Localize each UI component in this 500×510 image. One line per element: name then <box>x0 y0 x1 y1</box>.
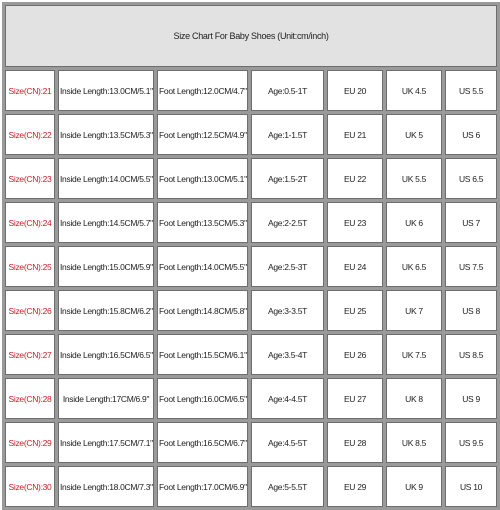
inside-length-cell: Inside Length:15.0CM/5.9" <box>58 246 154 287</box>
size-cn-cell: Size(CN):23 <box>5 158 55 199</box>
us-size-cell: US 8 <box>445 290 497 331</box>
age-cell: Age:3.5-4T <box>251 334 324 375</box>
size-cn-cell: Size(CN):30 <box>5 466 55 507</box>
us-size-cell: US 6 <box>445 114 497 155</box>
age-cell: Age:2-2.5T <box>251 202 324 243</box>
inside-length-cell: Inside Length:13.0CM/5.1" <box>58 70 154 111</box>
eu-size-cell: EU 20 <box>327 70 383 111</box>
eu-size-cell: EU 28 <box>327 422 383 463</box>
table-row <box>5 334 497 375</box>
age-cell: Age:1.5-2T <box>251 158 324 199</box>
foot-length-cell: Foot Length:15.5CM/6.1" <box>157 334 248 375</box>
table-row <box>5 290 497 331</box>
us-size-cell: US 10 <box>445 466 497 507</box>
size-chart <box>2 2 497 492</box>
table-row <box>5 422 497 463</box>
age-cell: Age:1-1.5T <box>251 114 324 155</box>
age-cell: Age:3-3.5T <box>251 290 324 331</box>
us-size-cell: US 7 <box>445 202 497 243</box>
foot-length-cell: Foot Length:17.0CM/6.9" <box>157 466 248 507</box>
inside-length-cell: Inside Length:18.0CM/7.3" <box>58 466 154 507</box>
eu-size-cell: EU 21 <box>327 114 383 155</box>
uk-size-cell: UK 6.5 <box>386 246 442 287</box>
size-cn-cell: Size(CN):22 <box>5 114 55 155</box>
uk-size-cell: UK 7.5 <box>386 334 442 375</box>
table-row <box>5 466 497 507</box>
uk-size-cell: UK 5 <box>386 114 442 155</box>
inside-length-cell: Inside Length:17.5CM/7.1" <box>58 422 154 463</box>
uk-size-cell: UK 8 <box>386 378 442 419</box>
us-size-cell: US 5.5 <box>445 70 497 111</box>
eu-size-cell: EU 26 <box>327 334 383 375</box>
chart-title: Size Chart For Baby Shoes (Unit:cm/inch) <box>5 5 497 67</box>
inside-length-cell: Inside Length:16.5CM/6.5" <box>58 334 154 375</box>
size-cn-cell: Size(CN):25 <box>5 246 55 287</box>
eu-size-cell: EU 22 <box>327 158 383 199</box>
age-cell: Age:5-5.5T <box>251 466 324 507</box>
us-size-cell: US 7.5 <box>445 246 497 287</box>
us-size-cell: US 6.5 <box>445 158 497 199</box>
table-row <box>5 158 497 199</box>
us-size-cell: US 9 <box>445 378 497 419</box>
table-row <box>5 378 497 419</box>
uk-size-cell: UK 6 <box>386 202 442 243</box>
foot-length-cell: Foot Length:14.8CM/5.8" <box>157 290 248 331</box>
uk-size-cell: UK 9 <box>386 466 442 507</box>
foot-length-cell: Foot Length:12.5CM/4.9" <box>157 114 248 155</box>
us-size-cell: US 8.5 <box>445 334 497 375</box>
foot-length-cell: Foot Length:14.0CM/5.5" <box>157 246 248 287</box>
age-cell: Age:4.5-5T <box>251 422 324 463</box>
header-row <box>5 5 497 67</box>
table-row <box>5 202 497 243</box>
inside-length-cell: Inside Length:15.8CM/6.2" <box>58 290 154 331</box>
size-cn-cell: Size(CN):26 <box>5 290 55 331</box>
table-row <box>5 114 497 155</box>
size-chart-table <box>2 2 500 510</box>
foot-length-cell: Foot Length:13.5CM/5.3" <box>157 202 248 243</box>
eu-size-cell: EU 27 <box>327 378 383 419</box>
age-cell: Age:0.5-1T <box>251 70 324 111</box>
eu-size-cell: EU 29 <box>327 466 383 507</box>
eu-size-cell: EU 24 <box>327 246 383 287</box>
size-cn-cell: Size(CN):28 <box>5 378 55 419</box>
eu-size-cell: EU 23 <box>327 202 383 243</box>
inside-length-cell: Inside Length:17CM/6.9" <box>58 378 154 419</box>
uk-size-cell: UK 4.5 <box>386 70 442 111</box>
size-cn-cell: Size(CN):29 <box>5 422 55 463</box>
size-cn-cell: Size(CN):24 <box>5 202 55 243</box>
uk-size-cell: UK 8.5 <box>386 422 442 463</box>
size-cn-cell: Size(CN):21 <box>5 70 55 111</box>
age-cell: Age:2.5-3T <box>251 246 324 287</box>
inside-length-cell: Inside Length:13.5CM/5.3" <box>58 114 154 155</box>
foot-length-cell: Foot Length:12.0CM/4.7" <box>157 70 248 111</box>
table-row <box>5 246 497 287</box>
us-size-cell: US 9.5 <box>445 422 497 463</box>
inside-length-cell: Inside Length:14.5CM/5.7" <box>58 202 154 243</box>
inside-length-cell: Inside Length:14.0CM/5.5" <box>58 158 154 199</box>
foot-length-cell: Foot Length:16.5CM/6.7" <box>157 422 248 463</box>
table-row <box>5 70 497 111</box>
size-cn-cell: Size(CN):27 <box>5 334 55 375</box>
foot-length-cell: Foot Length:13.0CM/5.1" <box>157 158 248 199</box>
foot-length-cell: Foot Length:16.0CM/6.5" <box>157 378 248 419</box>
age-cell: Age:4-4.5T <box>251 378 324 419</box>
uk-size-cell: UK 5.5 <box>386 158 442 199</box>
eu-size-cell: EU 25 <box>327 290 383 331</box>
uk-size-cell: UK 7 <box>386 290 442 331</box>
